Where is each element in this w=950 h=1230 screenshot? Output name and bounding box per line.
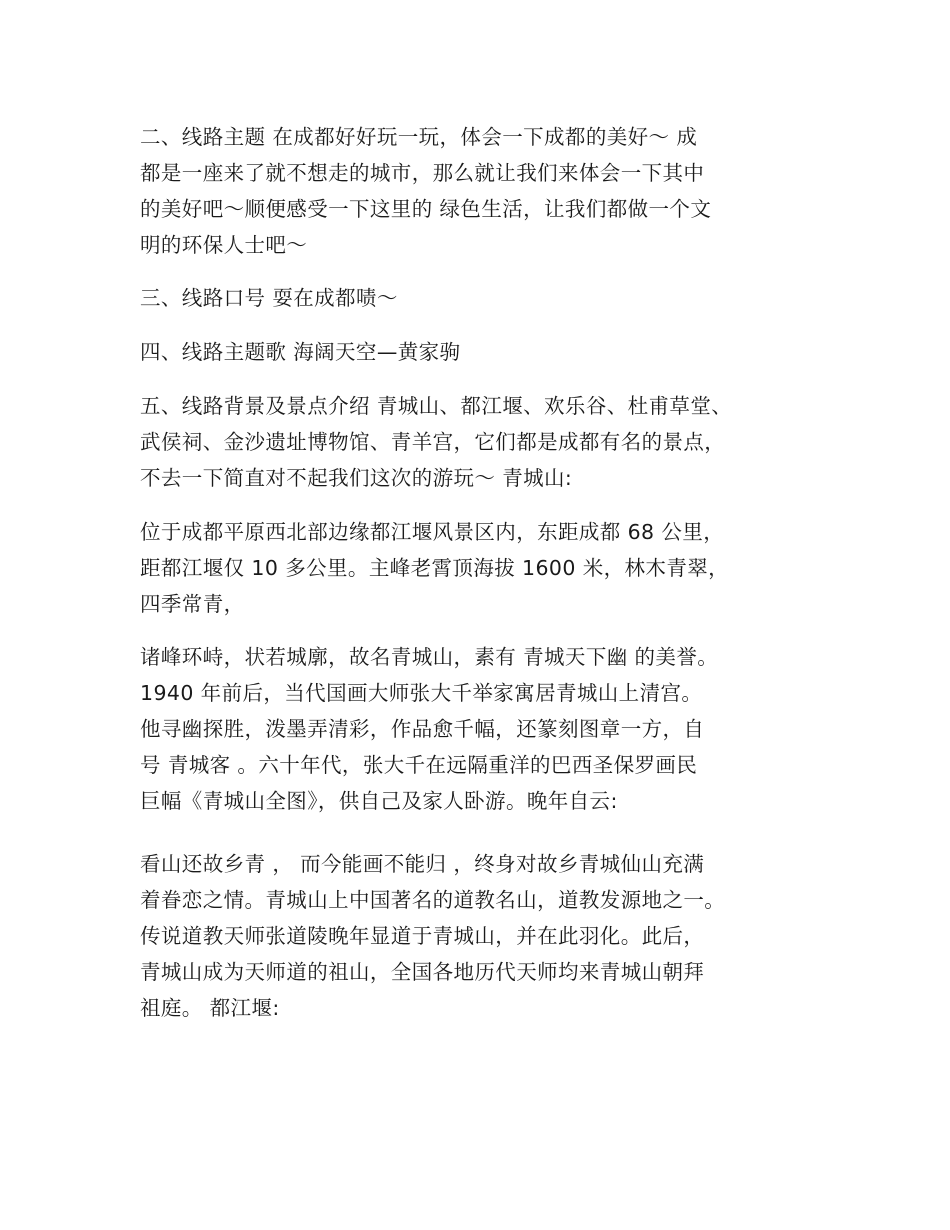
paragraph-route-slogan [140, 280, 830, 316]
paragraph-qingcheng-taoism [140, 846, 830, 1026]
text-line: 巨幅《青城山全图》，供自己及家人卧游。晚年自云: [140, 789, 618, 813]
text-line: 祖庭。 都江堰: [140, 996, 280, 1020]
document-body [140, 119, 830, 1047]
text-line: 四、线路主题歌 海阔天空—黄家驹 [140, 340, 461, 364]
text-line: 不去一下简直对不起我们这次的游玩～ 青城山: [140, 466, 573, 490]
text-line: 着眷恋之情。青城山上中国著名的道教名山，道教发源地之一。 [140, 888, 726, 912]
text-line: 距都江堰仅 10 多公里。主峰老霄顶海拔 1600 米，林木青翠， [140, 556, 730, 580]
text-line: 明的环保人士吧～ [140, 233, 308, 257]
text-line: 他寻幽探胜，泼墨弄清彩，作品愈千幅，还篆刻图章一方，自 [140, 717, 705, 741]
paragraph-route-song [140, 334, 830, 370]
text-line: 诸峰环峙，状若城廓，故名青城山，素有 青城天下幽 的美誉。 [140, 645, 719, 669]
paragraph-qingcheng-location [140, 514, 830, 622]
text-line: 都是一座来了就不想走的城市，那么就让我们来体会一下其中 [140, 161, 705, 185]
paragraph-qingcheng-history [140, 639, 830, 819]
text-line: 武侯祠、金沙遗址博物馆、青羊宫，它们都是成都有名的景点， [140, 430, 726, 454]
text-line: 1940 年前后，当代国画大师张大千举家寓居青城山上清宫。 [140, 681, 703, 705]
text-line: 看山还故乡青 ， 而今能画不能归 ，终身对故乡青城仙山充满 [140, 852, 705, 876]
text-line: 位于成都平原西北部边缘都江堰风景区内，东距成都 68 公里， [140, 520, 725, 544]
text-line: 传说道教天师张道陵晚年显道于青城山，并在此羽化。此后， [140, 924, 705, 948]
text-line: 青城山成为天师道的祖山，全国各地历代天师均来青城山朝拜 [140, 960, 705, 984]
text-line: 的美好吧～顺便感受一下这里的 绿色生活，让我们都做一个文 [140, 197, 712, 221]
text-line: 号 青城客 。六十年代，张大千在远隔重洋的巴西圣保罗画民 [140, 753, 698, 777]
text-line: 二、线路主题 在成都好好玩一玩，体会一下成都的美好～ 成 [140, 125, 698, 149]
paragraph-route-background [140, 388, 830, 496]
paragraph-route-theme [140, 119, 830, 263]
text-line: 五、线路背景及景点介绍 青城山、都江堰、欢乐谷、杜甫草堂、 [140, 394, 733, 418]
text-line: 四季常青， [140, 592, 245, 616]
text-line: 三、线路口号 耍在成都啧～ [140, 286, 398, 310]
